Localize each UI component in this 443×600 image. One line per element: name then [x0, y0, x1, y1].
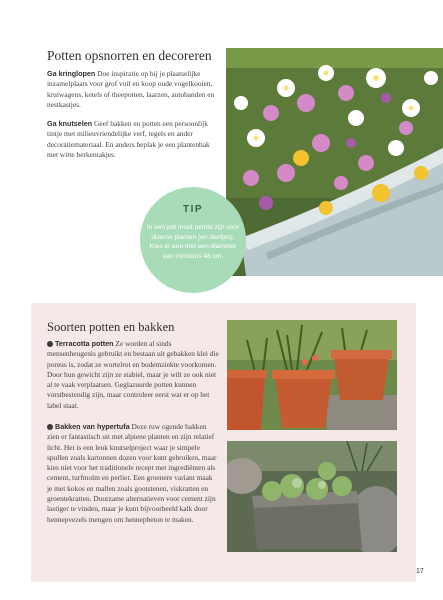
section-title: Potten opsnorren en decoreren [47, 48, 212, 63]
paragraph-text: Geef bakken en potten een persoonlijk tintje met milieuvriendelijke verf, tegels en ander decoratiemateriaal. En anders beplak je een plantenbak met witte berkentakjes. [47, 119, 210, 159]
bullet-icon [47, 424, 53, 430]
bullet-icon [47, 341, 53, 347]
paragraph-lead: Ga kringlopen [47, 69, 96, 78]
paragraph-lead: Bakken van hypertufa [55, 422, 130, 431]
paragraph-lead: Ga knutselen [47, 119, 93, 128]
tip-title: TIP [182, 204, 204, 215]
paragraph-text: Deze ruw ogende bakken zien er fantastisch uit met alpiene planten en zijn relatief licht. Het is een leuk knutselproject waar je simpele spullen zoals kartonnen dozen voor kunt gebruiken, maar kies niet voor het traditionele recept met ingrediënten als cement, turfmolm en perliet. Een groenere variant maak je met kokos en mallen zoals gootstenen, viskratten en groentekratten. Duurzame alternatieven voor cement zijn lastiger te vinden, maar je kunt bijvoorbeeld kalk door hennepvezels mengen om hennepbeton te maken. [47, 422, 217, 524]
terracotta-pots-photo [227, 320, 397, 430]
page-number: 17 [416, 568, 424, 575]
paragraph-lead: Terracotta potten [55, 339, 114, 348]
paragraph-text: Ze worden al sinds mensenheugenis gebruikt en bestaan uit gebakken klei die poreus is, zodat ze wortelrot en bodemziekte voorkomen. Door hun gewicht zijn ze stabiel, maar je wilt ze ook niet al te vaak verplaatsen. Geglazuurde potten kunnen vorstbestendig zijn, maar controleer eerst wat er op het label staat. [47, 339, 219, 410]
paragraph-kringlopen [47, 69, 219, 110]
paragraph-hypertufa [47, 422, 219, 525]
flowers-photo [226, 48, 443, 276]
section-subtitle: Soorten potten en bakken [47, 320, 175, 334]
hypertufa-trough-photo [227, 441, 397, 552]
tip-text: In een pot moet ruimte zijn voor diverse planten (en diertjes). Kies er een met een diameter van minstens 48 cm. [146, 224, 240, 260]
paragraph-knutselen [47, 119, 219, 160]
paragraph-text: Doe inspiratie op bij je plaatselijke inzamelplaats voor grof vuil en koop oude vogelkooien, kruiwagens, ketels of theepotten, laarzen, autobanden en nestkastjes. [47, 69, 215, 109]
paragraph-terracotta [47, 339, 219, 411]
